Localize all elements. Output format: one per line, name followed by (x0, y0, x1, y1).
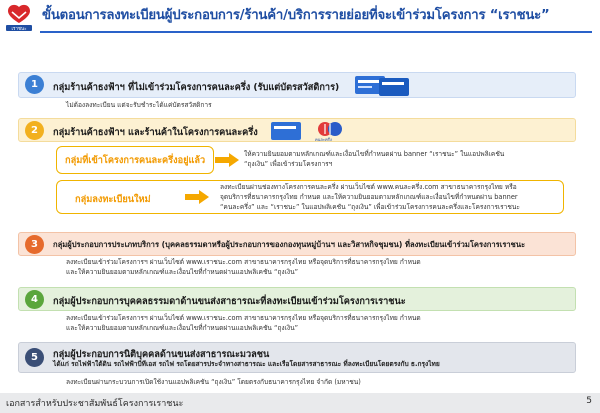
section-4-body: และให้ความยินยอมตามหลักเกณฑ์และเงื่อนไขที่กำหนดผ่านแอปพลิเคชัน “ถุงเงิน” (66, 324, 299, 332)
section-5 (18, 342, 576, 373)
subgroup-body-line: “คนละครึ่ง” และ “เราชนะ” ในแอปพลิเคชัน “ถุงเงิน” เพื่อเข้าร่วมโครงการคนละครึ่งและโครงการเราชนะ (220, 203, 520, 211)
title-divider (40, 31, 592, 33)
footer (0, 393, 600, 413)
arrow-right-icon (184, 189, 210, 205)
subgroup-body-line: ให้ความยินยอมตามหลักเกณฑ์และเงื่อนไขที่กำหนดผ่าน banner “เราชนะ” ในแอปพลิเคชัน (244, 150, 505, 158)
section-3 (18, 232, 576, 256)
half-half-logo (313, 120, 349, 141)
subgroup-title: กลุ่มที่เข้าโครงการคนละครึ่งอยู่แล้ว (65, 155, 206, 166)
section-number: 1 (25, 75, 44, 94)
section-2 (18, 118, 576, 142)
section-4-body: ลงทะเบียนเข้าร่วมโครงการฯ ผ่านเว็บไซต์ www.เราชนะ.com สาขาธนาคารกรุงไทย หรือจุดบริการที่ธนาคารกรุงไทย กำหนด (66, 314, 421, 322)
footer-caption: เอกสารสำหรับประชาสัมพันธ์โครงการเราชนะ (6, 399, 184, 409)
section-number: 2 (25, 121, 44, 140)
section-title: กลุ่มผู้ประกอบการบุคคลธรรมดาด้านขนส่งสาธารณะที่ลงทะเบียนเข้าร่วมโครงการเราชนะ (53, 296, 406, 307)
section-title: กลุ่มร้านค้าธงฟ้าฯ ที่ไม่เข้าร่วมโครงการคนละครึ่ง (รับแต่บัตรสวัสดิการ) (53, 82, 340, 93)
section-5-subtitle: ได้แก่ รถไฟฟ้าใต้ดิน รถไฟฟ้าบีทีเอส รถไฟ รถโดยสารประจำทางสาธารณะ และเรือโดยสารสาธารณะ ที่ลงทะเบียนโดยตรงกับ ธ.กรุงไทย (53, 360, 440, 368)
subgroup-title: กลุ่มลงทะเบียนใหม่ (75, 194, 151, 205)
section-title: กลุ่มผู้ประกอบการประเภทบริการ (บุคคลธรรมดาหรือผู้ประกอบการของกองทุนหมู่บ้านฯ และวิสาหกิจชุมชน) ที่ลงทะเบียนเข้าร่วมโครงการเราชนะ (53, 240, 526, 249)
section-3-body: ลงทะเบียนเข้าร่วมโครงการฯ ผ่านเว็บไซต์ www.เราชนะ.com สาขาธนาคารกรุงไทย หรือจุดบริการที่ธนาคารกรุงไทย กำหนด (66, 258, 421, 266)
section-1-body: ไม่ต้องลงทะเบียน แต่จะรับชำระได้แค่บัตรสวัสดิการ (66, 101, 212, 109)
section-5-body: ลงทะเบียนผ่านกระบวนการเปิดใช้งานแอปพลิเคชัน “ถุงเงิน” โดยตรงกับธนาคารกรุงไทย จำกัด (มหาชน) (66, 378, 361, 386)
section-number: 5 (25, 348, 44, 367)
half-half-label: คนละครึ่ง (315, 137, 332, 142)
subgroup-body-line: ลงทะเบียนผ่านช่องทางโครงการคนละครึ่ง ผ่านเว็บไซต์ www.คนละครึ่ง.com สาขาธนาคารกรุงไทย หรือ (220, 183, 517, 191)
arrow-right-icon (214, 152, 240, 168)
section-title: กลุ่มผู้ประกอบการนิติบุคคลด้านขนส่งสาธารณะมวลชน (53, 349, 270, 360)
section-3-body: และให้ความยินยอมตามหลักเกณฑ์และเงื่อนไขที่กำหนดผ่านแอปพลิเคชัน “ถุงเงิน” (66, 268, 299, 276)
welfare-card-icon (271, 122, 301, 140)
page-number: 5 (586, 396, 592, 406)
rachana-logo (4, 4, 34, 32)
page-title: ขั้นตอนการลงทะเบียนผู้ประกอบการ/ร้านค้า/บริการรายย่อยที่จะเข้าร่วมโครงการ “เราชนะ” (42, 8, 550, 23)
header (0, 0, 600, 30)
section-1 (18, 72, 576, 98)
subgroup-body-line: “ถุงเงิน” เพื่อเข้าร่วมโครงการฯ (244, 160, 333, 168)
section-title: กลุ่มร้านค้าธงฟ้าฯ และร้านค้าในโครงการคนละครึ่ง (53, 127, 258, 138)
subgroup-body-line: จุดบริการที่ธนาคารกรุงไทย กำหนด และให้ความยินยอมตามหลักเกณฑ์และเงื่อนไขที่กำหนดผ่าน banner (220, 193, 518, 201)
logo-text: เราชนะ (11, 27, 27, 32)
welfare-card-icon (379, 78, 409, 96)
section-number: 3 (25, 235, 44, 254)
subgroup-existing (56, 146, 214, 174)
section-number: 4 (25, 290, 44, 309)
section-4 (18, 287, 576, 311)
